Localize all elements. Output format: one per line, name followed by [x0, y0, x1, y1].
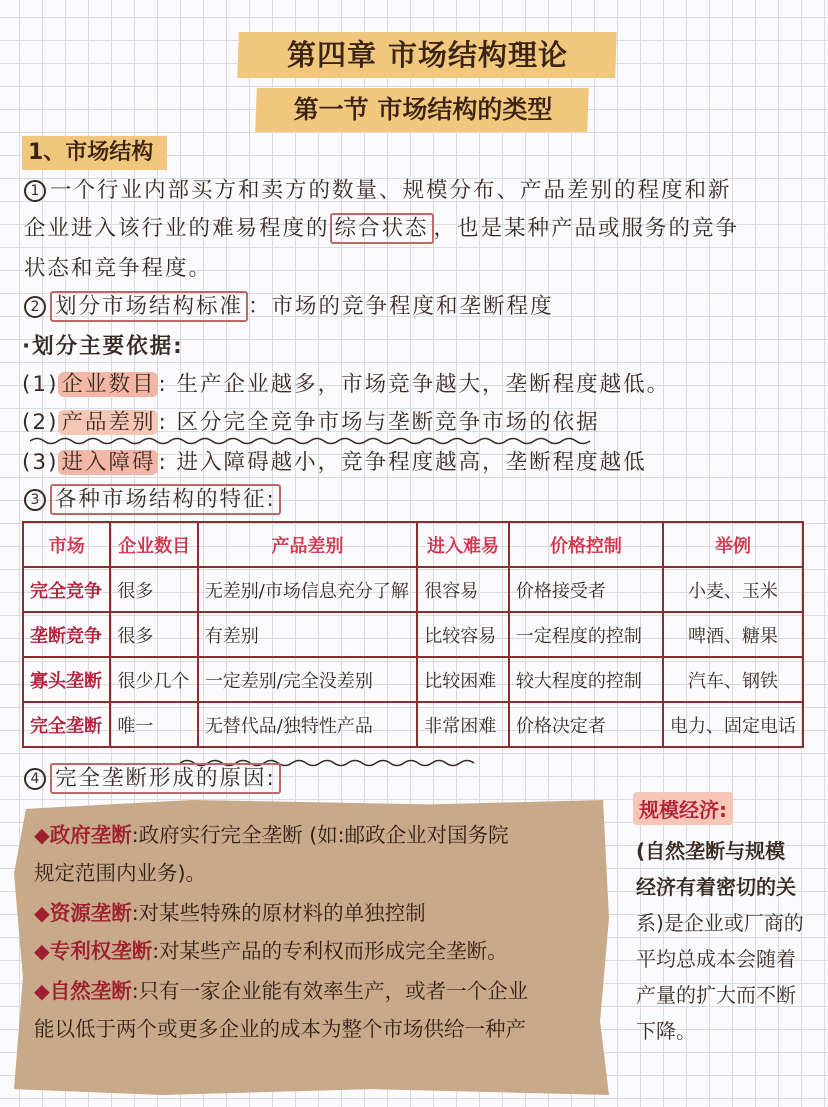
table-cell: 有差别: [198, 612, 417, 657]
section-title: 第一节 市场结构的类型: [293, 95, 553, 124]
chapter-title: 第四章 市场结构理论: [286, 38, 569, 72]
wavy-underline: [30, 436, 590, 446]
side-line: 平均总成本会随着: [636, 947, 796, 971]
circled-3-icon: 3: [24, 489, 46, 511]
reason-government: ◆政府垄断:政府实行完全垄断 (如:邮政企业对国务院: [34, 823, 509, 847]
basis-item-2: (2) 产品差别 : 区分完全竞争市场与垄断竞争市场的依据: [22, 410, 600, 435]
table-cell: 啤酒、糖果: [663, 612, 803, 657]
circled-4-icon: 4: [24, 768, 46, 790]
reason-resource: ◆资源垄断:对某些特殊的原材料的单独控制: [34, 901, 426, 925]
table-cell: 价格接受者: [509, 567, 663, 612]
basis-label-3: 进入障碍: [58, 450, 158, 475]
table-cell: 很少几个: [110, 657, 197, 702]
table-cell: 垄断竞争: [23, 612, 110, 657]
table-cell: 很多: [110, 567, 197, 612]
table-cell: 比较困难: [417, 657, 509, 702]
features-box: 各种市场结构的特征:: [50, 484, 281, 515]
basis-heading: ·划分主要依据:: [22, 334, 184, 359]
side-line: (自然垄断与规模: [636, 839, 786, 863]
side-line: 系)是企业或厂商的: [636, 911, 804, 935]
circled-2-icon: 2: [24, 296, 46, 318]
table-cell: 非常困难: [417, 702, 509, 747]
table-header: 举例: [663, 522, 803, 567]
table-cell: 汽车、钢铁: [663, 657, 803, 702]
criteria-box: 划分市场结构标准: [50, 291, 248, 322]
table-row: [23, 657, 803, 702]
market-structure-table: [22, 521, 804, 748]
reason-natural-cont: 能以低于两个或更多企业的成本为整个市场供给一种产: [34, 1017, 526, 1041]
monopoly-causes-box: 完全垄断形成的原因:: [50, 763, 281, 794]
table-cell: 价格决定者: [509, 702, 663, 747]
point3-line: [24, 487, 281, 513]
table-header: 价格控制: [509, 522, 663, 567]
table-cell: 电力、固定电话: [663, 702, 803, 747]
side-line: 下降。: [636, 1019, 696, 1043]
table-header-row: [23, 522, 803, 567]
table-cell: 比较容易: [417, 612, 509, 657]
point2-line: 2 划分市场结构标准 ：市场的竞争程度和垄断程度: [24, 294, 554, 320]
table-cell: 小麦、玉米: [663, 567, 803, 612]
circled-1-icon: 1: [24, 180, 46, 202]
table-cell: 完全垄断: [23, 702, 110, 747]
table-cell: 很容易: [417, 567, 509, 612]
point4-line: [24, 766, 281, 792]
table-header: 企业数目: [110, 522, 197, 567]
basis-item-1: (1) 企业数目 : 生产企业越多，市场竞争越大，垄断程度越低。: [22, 372, 671, 397]
basis-label-1: 企业数目: [58, 372, 158, 397]
basis-label-2: 产品差别: [58, 410, 158, 435]
table-cell: 较大程度的控制: [509, 657, 663, 702]
table-cell: 完全竞争: [23, 567, 110, 612]
table-row: [23, 702, 803, 747]
heading-market-structure: 1、市场结构: [22, 136, 167, 170]
table-cell: 无替代品/独特性产品: [198, 702, 417, 747]
table-cell: 无差别/市场信息充分了解: [198, 567, 417, 612]
reason-patent: ◆专利权垄断:对某些产品的专利权而形成完全垄断。: [34, 939, 508, 963]
economies-of-scale-heading: 规模经济:: [633, 792, 733, 825]
side-line: 产量的扩大而不断: [636, 983, 796, 1007]
point1-line3: 状态和竞争程度。: [24, 256, 213, 281]
table-cell: 一定程度的控制: [509, 612, 663, 657]
table-header: 市场: [23, 522, 110, 567]
reason-natural: ◆自然垄断:只有一家企业能有效率生产，或者一个企业: [34, 979, 529, 1003]
point1-line1: 1 一个行业内部买方和卖方的数量、规模分布、产品差别的程度和新: [24, 178, 732, 204]
point1-line2: 企业进入该行业的难易程度的 综合状态 ，也是某种产品或服务的竞争: [24, 216, 739, 242]
table-header: 进入难易: [417, 522, 509, 567]
table-row: [23, 567, 803, 612]
table-cell: 很多: [110, 612, 197, 657]
table-cell: 寡头垄断: [23, 657, 110, 702]
table-cell: 一定差别/完全没差别: [198, 657, 417, 702]
basis-item-3: (3) 进入障碍 : 进入障碍越小，竞争程度越高，垄断程度越低: [22, 450, 647, 475]
table-cell: 唯一: [110, 702, 197, 747]
table-header: 产品差别: [198, 522, 417, 567]
side-line: 经济有着密切的关: [636, 875, 796, 899]
table-row: [23, 612, 803, 657]
reason-government-cont: 规定范围内业务)。: [34, 861, 206, 885]
comprehensive-state-box: 综合状态: [330, 213, 434, 244]
